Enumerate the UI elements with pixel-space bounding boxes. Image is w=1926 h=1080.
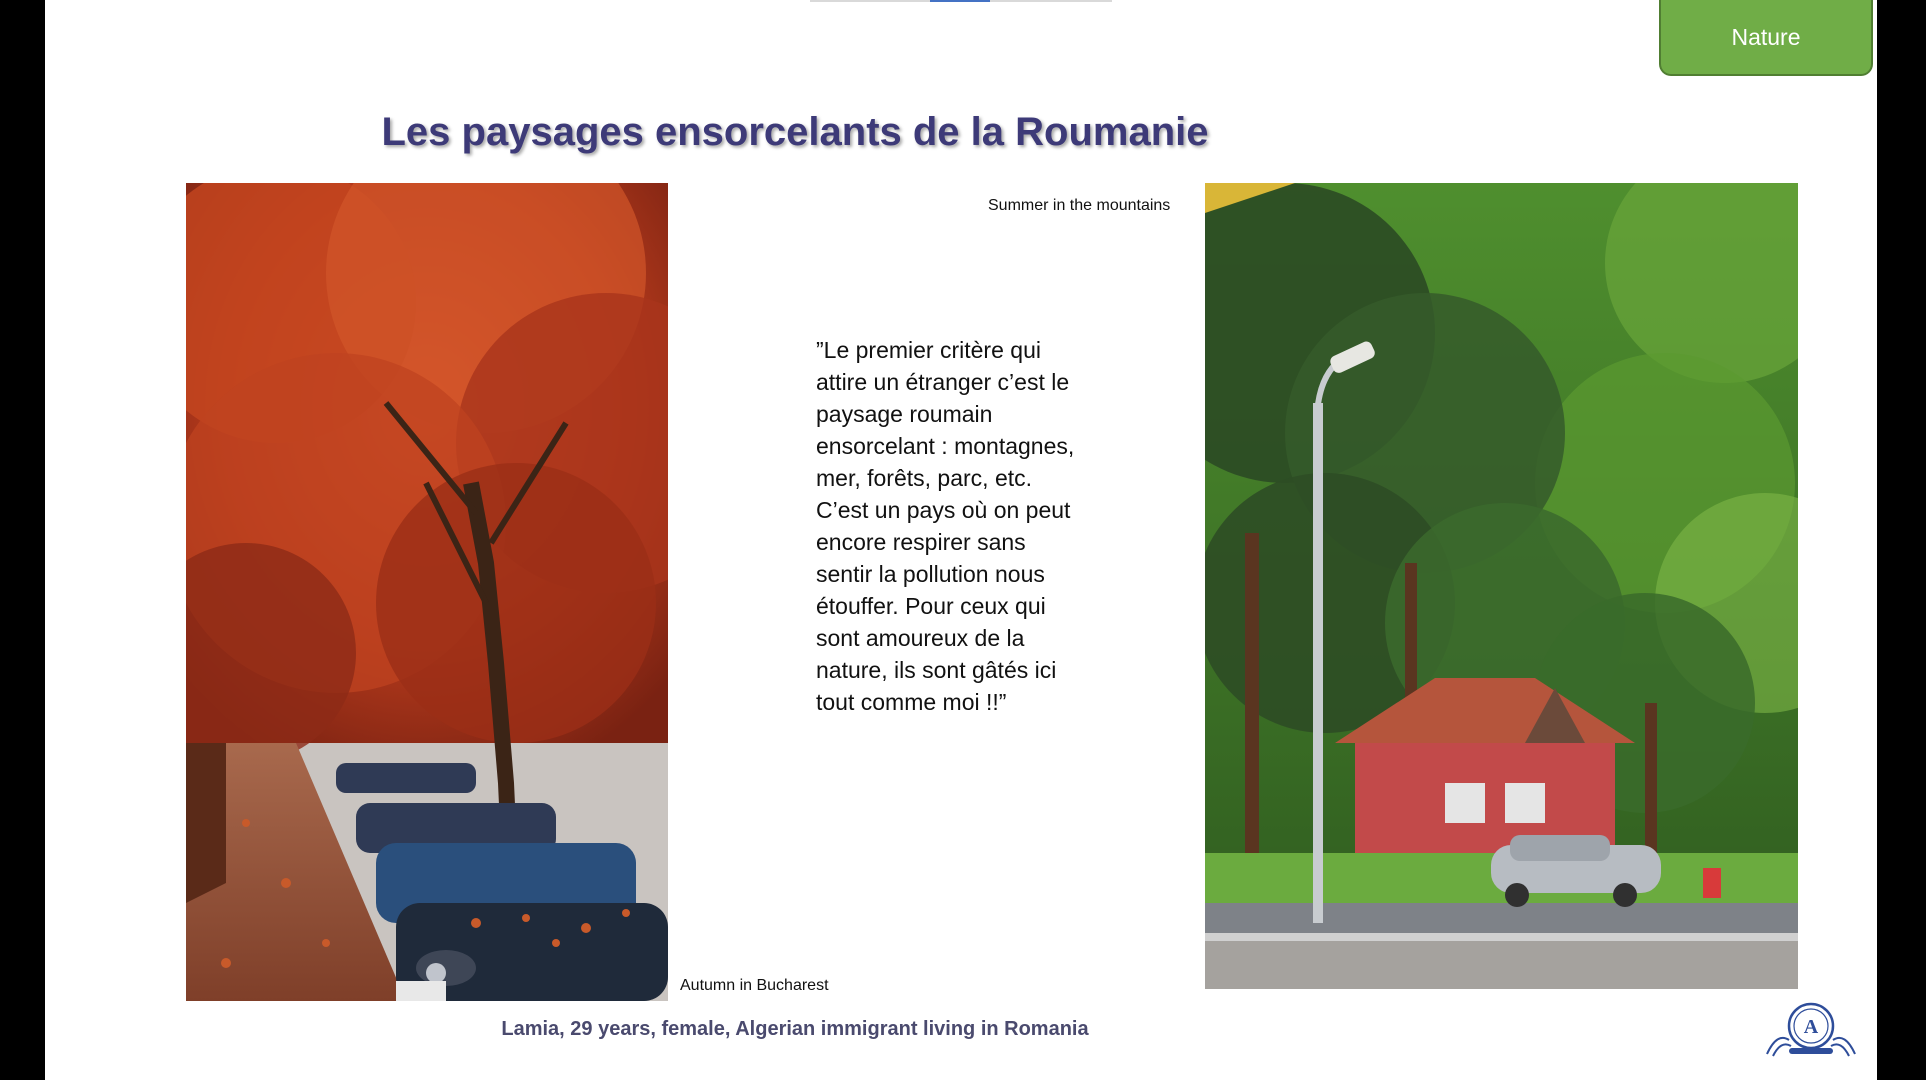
university-crest-icon <box>1763 996 1859 1060</box>
slide-tabs <box>810 0 1112 2</box>
slide-title: Les paysages ensorcelants de la Roumanie <box>381 110 1209 154</box>
attribution: Lamia, 29 years, female, Algerian immigrant living in Romania <box>501 1018 1089 1040</box>
summer-photo <box>1205 183 1798 989</box>
nature-button[interactable]: Nature <box>1659 0 1873 76</box>
slide <box>45 0 1877 1080</box>
summer-caption: Summer in the mountains <box>988 197 1171 214</box>
active-slide-tab[interactable] <box>930 0 990 2</box>
quote-text: ”Le premier critère qui attire un étranger c’est le paysage roumain ensorcelant : montagnes, mer, forêts, parc, etc. C’est un pays où on peut encore respirer sans sentir la pollution nous étouffer. Pour ceux qui sont amoureux de la nature, ils sont gâtés ici tout comme moi !!” <box>816 337 1075 715</box>
svg-text:A: A <box>1803 1016 1819 1038</box>
autumn-photo <box>186 183 668 1001</box>
autumn-caption: Autumn in Bucharest <box>680 977 829 994</box>
